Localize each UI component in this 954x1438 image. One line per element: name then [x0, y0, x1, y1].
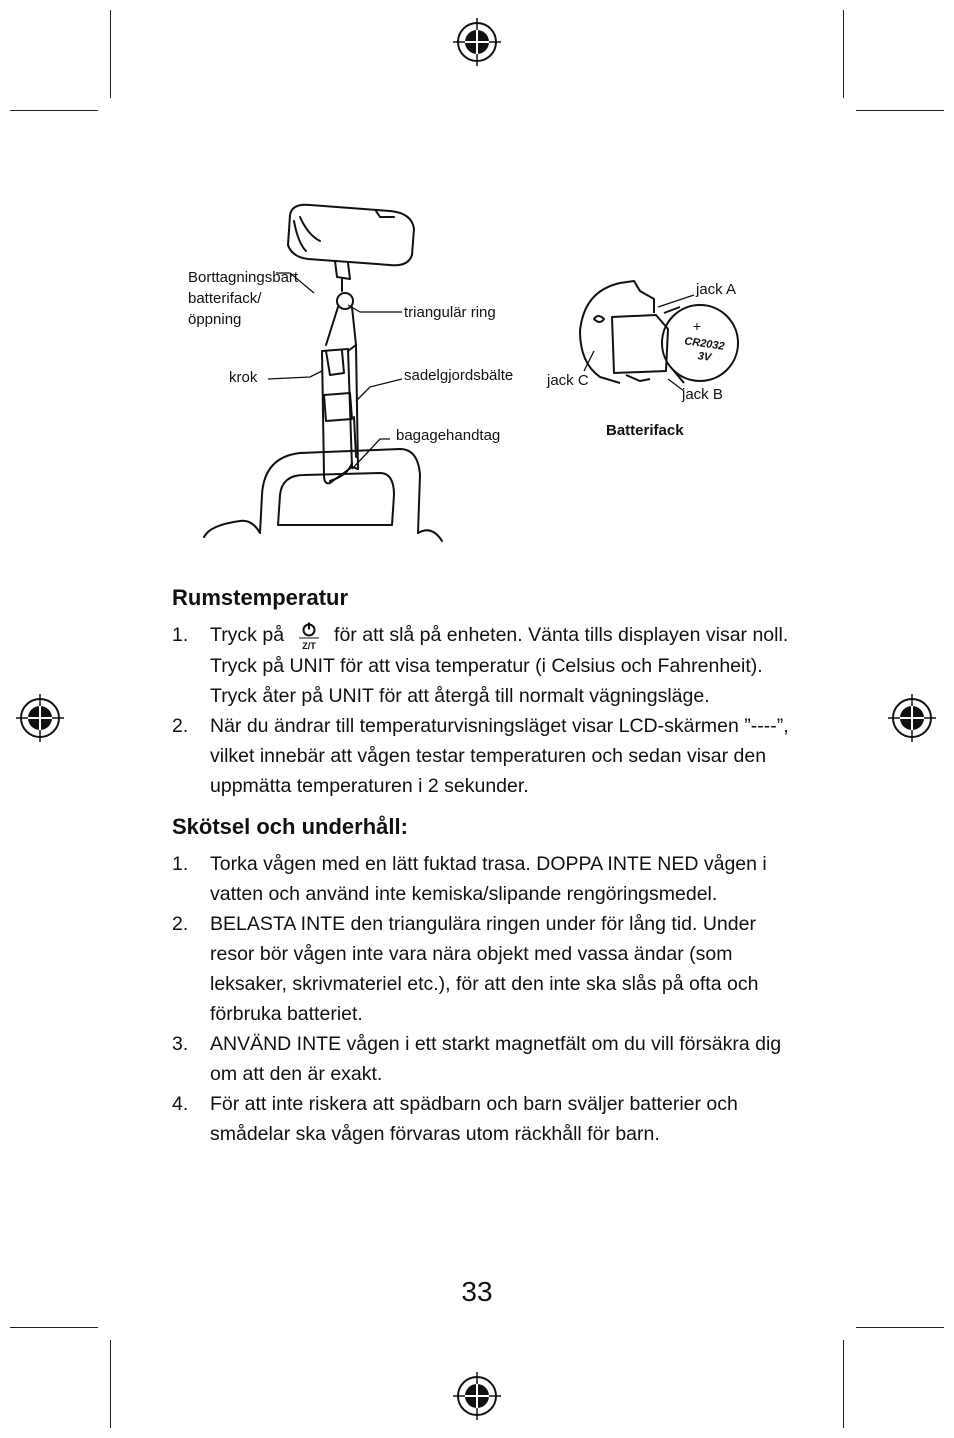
list-number: 1.: [172, 852, 189, 875]
crop-mark: [843, 10, 844, 98]
battery-voltage-label: 3V: [696, 350, 712, 364]
list-number: 2.: [172, 714, 189, 737]
scale-diagram: [180, 195, 780, 555]
list-number: 4.: [172, 1092, 189, 1115]
crop-mark: [110, 10, 111, 98]
registration-mark-icon: [14, 692, 66, 744]
crop-mark: [110, 1340, 111, 1428]
list-number: 3.: [172, 1032, 189, 1055]
list-item: [172, 909, 792, 1029]
battery-model-label: CR2032: [683, 335, 726, 353]
list-item: [172, 711, 792, 801]
power-zt-icon: [290, 621, 328, 651]
label-battery-door-line3: öppning: [188, 311, 242, 328]
label-luggage-handle: bagagehandtag: [396, 427, 501, 444]
label-battery-door-line1: Borttagningsbart: [188, 269, 299, 286]
list-text: ANVÄND INTE vågen i ett starkt magnetfält om du vill försäkra dig om att den är exakt.: [210, 1032, 782, 1085]
label-hook: krok: [229, 369, 258, 386]
list-text: För att inte riskera att spädbarn och barn sväljer batterier och smådelar ska vågen förvaras utom räckhåll för barn.: [210, 1092, 738, 1145]
list-item: [172, 1089, 792, 1149]
list-item: [172, 1029, 792, 1089]
list-text: Torka vågen med en lätt fuktad trasa. DOPPA INTE NED vågen i vatten och använd inte kemiska/slipande rengöringsmedel.: [210, 852, 767, 905]
list-item: [172, 620, 792, 711]
list-text: Tryck på: [210, 624, 285, 646]
care-maintenance-list: [172, 849, 792, 1149]
list-text: visar noll. Tryck på UNIT för att visa temperatur (i Celsius och Fahrenheit). Tryck åter på UNIT för att återgå till normalt vägningsläge.: [210, 624, 789, 707]
crop-mark: [856, 110, 944, 111]
list-number: 1.: [172, 624, 189, 646]
list-item: [172, 849, 792, 909]
label-jack-b: jack B: [682, 386, 723, 403]
label-jack-a: jack A: [696, 281, 737, 298]
registration-mark-icon: [451, 1370, 503, 1422]
list-text: för att slå på enheten. Vänta tills displayen: [334, 624, 701, 646]
main-content: [172, 584, 792, 1149]
zt-icon-label: Z/T: [302, 640, 316, 651]
page-number: 33: [461, 1276, 493, 1307]
battery-compartment-caption: Batterifack: [606, 422, 684, 439]
crop-mark: [856, 1327, 944, 1328]
list-text: När du ändrar till temperaturvisningsläget visar LCD-skärmen ”----”, vilket innebär att vågen testar temperaturen och sedan visar den uppmätta temperaturen i 2 sekunder.: [210, 714, 789, 797]
room-temperature-list: [172, 620, 792, 801]
label-battery-door-line2: batterifack/: [188, 290, 262, 307]
registration-mark-icon: [451, 16, 503, 68]
list-text: BELASTA INTE den triangulära ringen under för lång tid. Under resor bör vågen inte vara nära objekt med vassa ändar (som leksaker, skrivmateriel etc.), för att den inte ska slås på ofta och förbruka batteriet.: [210, 912, 759, 1025]
section-title-room-temperature: Rumstemperatur: [172, 585, 349, 610]
label-triangle-ring: triangulär ring: [404, 304, 496, 321]
crop-mark: [843, 1340, 844, 1428]
registration-mark-icon: [886, 692, 938, 744]
crop-mark: [10, 110, 98, 111]
crop-mark: [10, 1327, 98, 1328]
label-jack-c: jack C: [547, 372, 589, 389]
list-number: 2.: [172, 912, 189, 935]
label-saddle-strap: sadelgjordsbälte: [404, 367, 514, 384]
battery-plus-label: +: [692, 318, 702, 334]
section-title-care-maintenance: Skötsel och underhåll:: [172, 813, 408, 839]
